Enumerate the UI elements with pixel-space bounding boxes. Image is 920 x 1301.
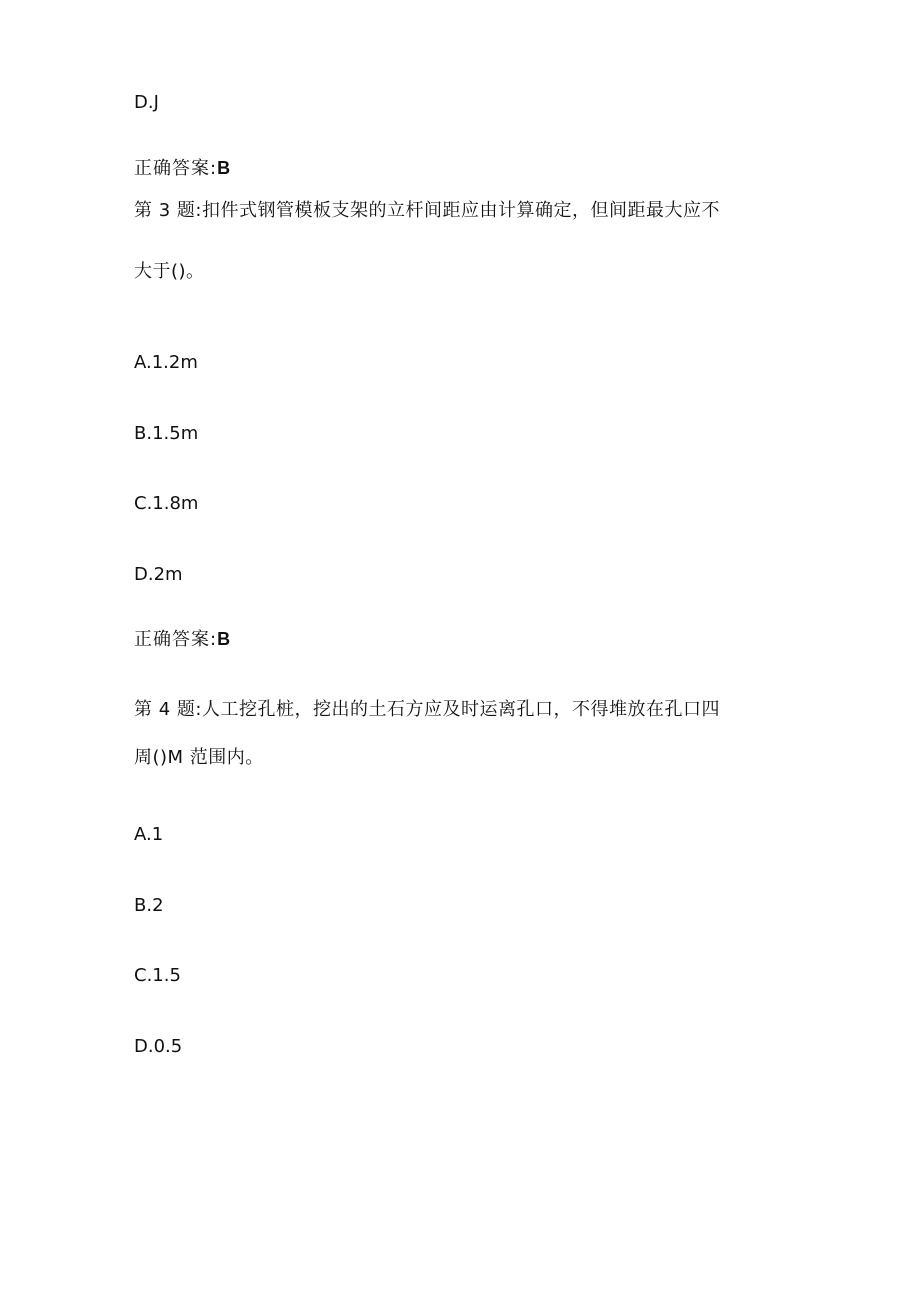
option-a: A.1.2m <box>134 352 198 373</box>
correct-answer-label: 正确答案: <box>134 629 218 650</box>
option-c: C.1.8m <box>134 493 199 514</box>
option-d: D.2m <box>134 564 183 585</box>
option-d: D.0.5 <box>134 1036 183 1057</box>
correct-answer <box>134 156 230 181</box>
correct-answer-label: 正确答案: <box>134 158 218 179</box>
question-stem-line-1: 第 4 题:人工挖孔桩，挖出的土石方应及时运离孔口，不得堆放在孔口四 <box>134 699 720 720</box>
correct-answer-value: B <box>217 629 231 649</box>
option-b: B.1.5m <box>134 423 199 444</box>
question-stem-line-1: 第 3 题:扣件式钢管模板支架的立杆间距应由计算确定，但间距最大应不 <box>134 200 720 221</box>
correct-answer <box>134 627 230 652</box>
correct-answer-value: B <box>217 158 231 178</box>
option-a: A.1 <box>134 824 164 845</box>
question-stem-line-2: 周()M 范围内。 <box>134 747 264 768</box>
option-b: B.2 <box>134 895 164 916</box>
option-c: C.1.5 <box>134 965 181 986</box>
option-d: D.J <box>134 92 159 113</box>
question-stem-line-2: 大于()。 <box>134 261 205 282</box>
